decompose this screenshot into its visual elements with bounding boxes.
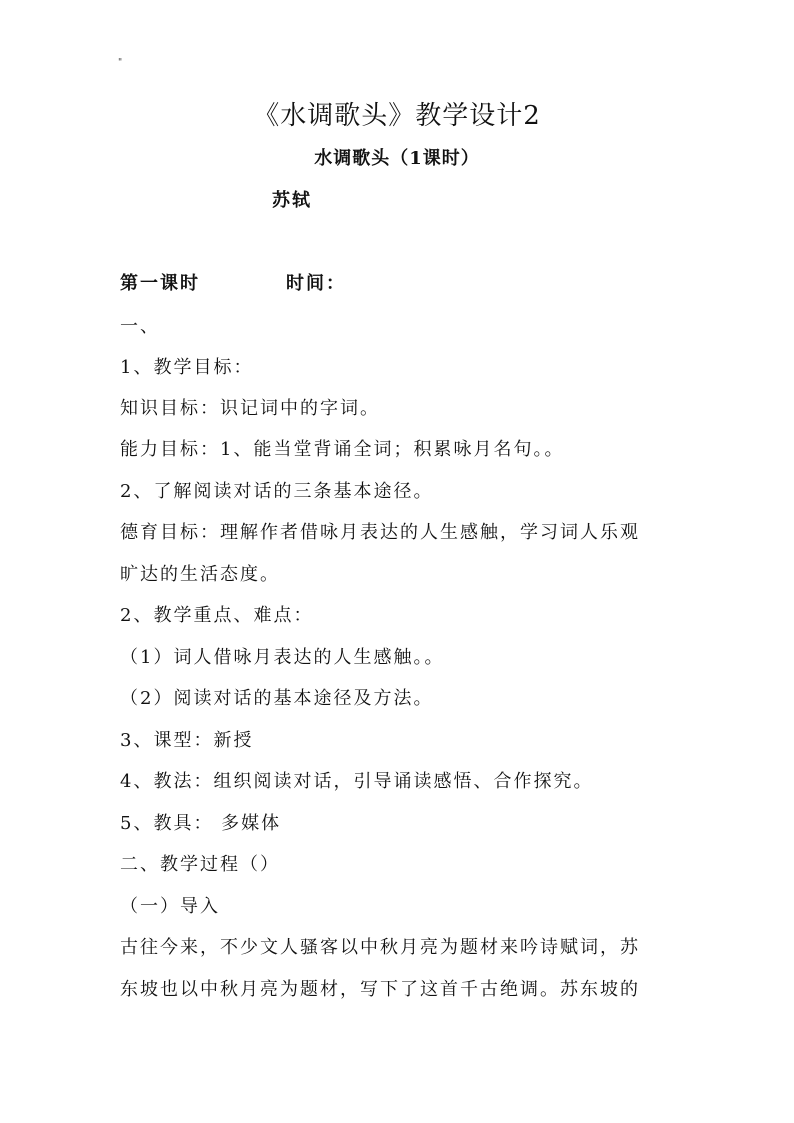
document-subtitle: 水调歌头（1课时） bbox=[314, 148, 480, 169]
body-line-knowledge-goal: 知识目标：识记词中的字词。 bbox=[120, 398, 380, 419]
body-line-key-point-1: （1）词人借咏月表达的人生感触。。 bbox=[120, 647, 445, 668]
body-line-teaching-method: 4、教法：组织阅读对话，引导诵读感悟、合作探究。 bbox=[120, 771, 594, 792]
body-line-moral-goal: 德育目标：理解作者借咏月表达的人生感触，学习词人乐观 bbox=[120, 522, 640, 543]
body-line-key-points-heading: 2、教学重点、难点： bbox=[120, 605, 314, 626]
body-line-intro-paragraph-1: 古往今来，不少文人骚客以中秋月亮为题材来吟诗赋词，苏 bbox=[120, 937, 640, 958]
document-title: 《水调歌头》教学设计2 bbox=[253, 101, 541, 131]
body-line-section-one: 一、 bbox=[120, 316, 160, 337]
period-label: 第一课时 bbox=[120, 273, 200, 294]
corner-mark: " bbox=[118, 58, 123, 68]
body-line-intro-paragraph-2: 东坡也以中秋月亮为题材，写下了这首千古绝调。苏东坡的 bbox=[120, 979, 640, 1000]
body-line-objectives-heading: 1、教学目标： bbox=[120, 357, 254, 378]
body-line-process-heading: 二、教学过程（） bbox=[120, 854, 280, 875]
body-line-reading-paths: 2、了解阅读对话的三条基本途径。 bbox=[120, 481, 434, 502]
time-label: 时间： bbox=[286, 273, 346, 294]
body-line-key-point-2: （2）阅读对话的基本途径及方法。 bbox=[120, 688, 434, 709]
period-row bbox=[120, 270, 680, 298]
body-line-ability-goal: 能力目标：1、能当堂背诵全词；积累咏月名句。。 bbox=[120, 439, 565, 460]
author-name: 苏轼 bbox=[272, 190, 312, 211]
body-line-lesson-type: 3、课型：新授 bbox=[120, 730, 254, 751]
body-line-moral-goal-cont: 旷达的生活态度。 bbox=[120, 564, 280, 585]
body-line-introduction-heading: （一）导入 bbox=[120, 896, 220, 917]
body-line-teaching-tools: 5、教具： 多媒体 bbox=[120, 813, 282, 834]
